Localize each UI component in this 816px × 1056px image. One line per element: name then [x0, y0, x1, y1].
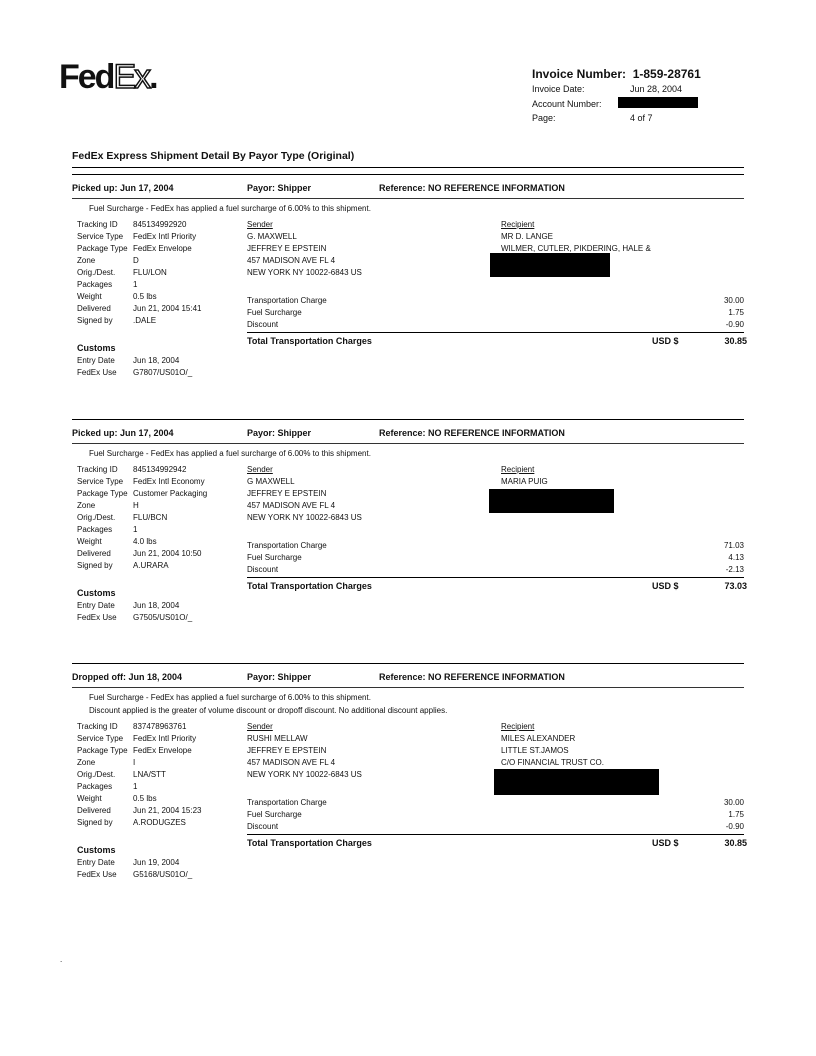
document-title: FedEx Express Shipment Detail By Payor Type (Original)	[72, 150, 355, 162]
total-label: Total Transportation Charges	[247, 581, 372, 591]
logo-dot: .	[149, 58, 157, 96]
weight-label: Weight	[77, 537, 102, 546]
sender-line: 457 MADISON AVE FL 4	[247, 256, 336, 265]
packages-label: Packages	[77, 280, 113, 289]
recipient-heading: Recipient	[501, 220, 535, 229]
transportation-charge-amount: 30.00	[723, 296, 744, 305]
sender-line: NEW YORK NY 10022-6843 US	[247, 268, 362, 277]
entry-date-label: Entry Date	[77, 601, 115, 610]
logo-ex: Ex	[113, 58, 150, 96]
shipment-note: Fuel Surcharge - FedEx has applied a fuel surcharge of 6.00% to this shipment.	[89, 449, 371, 458]
package-type-label: Package Type	[77, 244, 128, 253]
recipient-line: MILES ALEXANDER	[501, 734, 576, 743]
zone-label: Zone	[77, 501, 96, 510]
discount-label: Discount	[247, 320, 279, 329]
sender-line: G MAXWELL	[247, 477, 295, 486]
service-type-value: FedEx Intl Priority	[133, 734, 197, 743]
fedex-use-label: FedEx Use	[77, 870, 117, 879]
total-currency: USD $	[652, 581, 679, 591]
package-type-label: Package Type	[77, 746, 128, 755]
packages-value: 1	[133, 280, 138, 289]
delivered-label: Delivered	[77, 549, 111, 558]
delivered-value: Jun 21, 2004 15:41	[133, 304, 202, 313]
total-currency: USD $	[652, 838, 679, 848]
transportation-charge-amount: 71.03	[723, 541, 744, 550]
service-type-value: FedEx Intl Priority	[133, 232, 197, 241]
recipient-heading: Recipient	[501, 722, 535, 731]
tracking-id-label: Tracking ID	[77, 465, 118, 474]
redacted-recipient-address	[490, 253, 610, 277]
reference: Reference: NO REFERENCE INFORMATION	[379, 428, 565, 438]
fedex-use-value: G7807/US01O/_	[133, 368, 193, 377]
zone-value: D	[133, 256, 139, 265]
transportation-charge-label: Transportation Charge	[247, 296, 327, 305]
weight-value: 0.5 lbs	[133, 292, 157, 301]
orig-dest-label: Orig./Dest.	[77, 513, 116, 522]
recipient-line: MR D. LANGE	[501, 232, 554, 241]
entry-date-label: Entry Date	[77, 858, 115, 867]
delivered-value: Jun 21, 2004 10:50	[133, 549, 202, 558]
signed-by-value: A.URARA	[133, 561, 169, 570]
invoice-date: Jun 28, 2004	[630, 84, 683, 94]
shipment-header: Picked up: Jun 17, 2004	[72, 183, 174, 193]
discount-amount: -0.90	[725, 320, 744, 329]
orig-dest-label: Orig./Dest.	[77, 268, 116, 277]
logo-fed: Fed	[59, 58, 114, 96]
weight-value: 0.5 lbs	[133, 794, 157, 803]
signed-by-label: Signed by	[77, 561, 113, 570]
discount-amount: -2.13	[725, 565, 744, 574]
signed-by-value: .DALE	[133, 316, 157, 325]
customs-heading: Customs	[77, 588, 116, 598]
service-type-label: Service Type	[77, 477, 124, 486]
sender-line: JEFFREY E EPSTEIN	[247, 489, 327, 498]
package-type-label: Package Type	[77, 489, 128, 498]
sender-line: G. MAXWELL	[247, 232, 297, 241]
signed-by-label: Signed by	[77, 818, 113, 827]
page-number: 4 of 7	[630, 113, 653, 123]
tracking-id-label: Tracking ID	[77, 722, 118, 731]
service-type-value: FedEx Intl Economy	[133, 477, 205, 486]
discount-amount: -0.90	[725, 822, 744, 831]
delivered-label: Delivered	[77, 304, 111, 313]
recipient-line: MARIA PUIG	[501, 477, 548, 486]
fuel-surcharge-label: Fuel Surcharge	[247, 308, 302, 317]
transportation-charge-amount: 30.00	[723, 798, 744, 807]
total-rule	[247, 577, 744, 578]
reference: Reference: NO REFERENCE INFORMATION	[379, 672, 565, 682]
fedex-use-value: G5168/US01O/_	[133, 870, 193, 879]
fuel-surcharge-amount: 1.75	[728, 810, 744, 819]
fedex-use-label: FedEx Use	[77, 613, 117, 622]
payor: Payor: Shipper	[247, 428, 312, 438]
entry-date-value: Jun 18, 2004	[133, 356, 180, 365]
sender-line: JEFFREY E EPSTEIN	[247, 746, 327, 755]
fuel-surcharge-label: Fuel Surcharge	[247, 810, 302, 819]
invoice-number-label: Invoice Number:	[532, 67, 627, 81]
fuel-surcharge-label: Fuel Surcharge	[247, 553, 302, 562]
discount-label: Discount	[247, 822, 279, 831]
sender-line: JEFFREY E EPSTEIN	[247, 244, 327, 253]
tracking-id-value: 845134992920	[133, 220, 187, 229]
fedex-use-label: FedEx Use	[77, 368, 117, 377]
sender-line: 457 MADISON AVE FL 4	[247, 758, 336, 767]
zone-label: Zone	[77, 758, 96, 767]
footer-mark: .	[60, 955, 63, 964]
fedex-logo	[59, 58, 157, 96]
shipment-note: Fuel Surcharge - FedEx has applied a fuel surcharge of 6.00% to this shipment.	[89, 204, 371, 213]
package-type-value: FedEx Envelope	[133, 244, 192, 253]
service-type-label: Service Type	[77, 734, 124, 743]
recipient-line: C/O FINANCIAL TRUST CO.	[501, 758, 604, 767]
total-rule	[247, 332, 744, 333]
weight-label: Weight	[77, 794, 102, 803]
payor: Payor: Shipper	[247, 183, 312, 193]
discount-label: Discount	[247, 565, 279, 574]
tracking-id-value: 837478963761	[133, 722, 187, 731]
section-top-rule	[72, 663, 744, 664]
section-top-rule	[72, 174, 744, 175]
sender-line: NEW YORK NY 10022-6843 US	[247, 770, 362, 779]
redacted-recipient-address	[489, 489, 614, 513]
recipient-heading: Recipient	[501, 465, 535, 474]
transportation-charge-label: Transportation Charge	[247, 541, 327, 550]
payor: Payor: Shipper	[247, 672, 312, 682]
reference: Reference: NO REFERENCE INFORMATION	[379, 183, 565, 193]
entry-date-value: Jun 19, 2004	[133, 858, 180, 867]
sender-line: 457 MADISON AVE FL 4	[247, 501, 336, 510]
service-type-label: Service Type	[77, 232, 124, 241]
zone-value: I	[133, 758, 136, 767]
sender-line: NEW YORK NY 10022-6843 US	[247, 513, 362, 522]
orig-dest-value: LNA/STT	[133, 770, 166, 779]
packages-label: Packages	[77, 525, 113, 534]
signed-by-value: A.RODUGZES	[133, 818, 186, 827]
sender-heading: Sender	[247, 465, 273, 474]
total-label: Total Transportation Charges	[247, 838, 372, 848]
total-currency: USD $	[652, 336, 679, 346]
title-rule	[72, 167, 744, 168]
redacted-account-number	[618, 97, 698, 108]
sender-heading: Sender	[247, 220, 273, 229]
fuel-surcharge-amount: 1.75	[728, 308, 744, 317]
package-type-value: FedEx Envelope	[133, 746, 192, 755]
packages-value: 1	[133, 782, 138, 791]
shipment-header: Picked up: Jun 17, 2004	[72, 428, 174, 438]
fuel-surcharge-amount: 4.13	[728, 553, 744, 562]
sender-heading: Sender	[247, 722, 273, 731]
package-type-value: Customer Packaging	[133, 489, 208, 498]
total-amount: 30.85	[724, 336, 747, 346]
shipment-note: Fuel Surcharge - FedEx has applied a fuel surcharge of 6.00% to this shipment.	[89, 693, 371, 702]
orig-dest-value: FLU/LON	[133, 268, 167, 277]
entry-date-value: Jun 18, 2004	[133, 601, 180, 610]
redacted-recipient-address	[494, 769, 659, 795]
delivered-value: Jun 21, 2004 15:23	[133, 806, 202, 815]
customs-heading: Customs	[77, 845, 116, 855]
total-amount: 73.03	[724, 581, 747, 591]
packages-label: Packages	[77, 782, 113, 791]
section-header-rule	[72, 687, 744, 688]
invoice-number: 1-859-28761	[632, 67, 701, 81]
zone-value: H	[133, 501, 139, 510]
shipment-note: Discount applied is the greater of volume discount or dropoff discount. No additional discount applies.	[89, 706, 448, 715]
orig-dest-label: Orig./Dest.	[77, 770, 116, 779]
total-rule	[247, 834, 744, 835]
page-label: Page:	[532, 113, 556, 123]
recipient-line: WILMER, CUTLER, PIKDERING, HALE &	[501, 244, 651, 253]
sender-line: RUSHI MELLAW	[247, 734, 308, 743]
entry-date-label: Entry Date	[77, 356, 115, 365]
total-label: Total Transportation Charges	[247, 336, 372, 346]
signed-by-label: Signed by	[77, 316, 113, 325]
section-header-rule	[72, 198, 744, 199]
account-number-label: Account Number:	[532, 99, 602, 109]
customs-heading: Customs	[77, 343, 116, 353]
tracking-id-value: 845134992942	[133, 465, 187, 474]
tracking-id-label: Tracking ID	[77, 220, 118, 229]
invoice-date-label: Invoice Date:	[532, 84, 585, 94]
zone-label: Zone	[77, 256, 96, 265]
shipment-header: Dropped off: Jun 18, 2004	[72, 672, 183, 682]
delivered-label: Delivered	[77, 806, 111, 815]
orig-dest-value: FLU/BCN	[133, 513, 168, 522]
total-amount: 30.85	[724, 838, 747, 848]
section-header-rule	[72, 443, 744, 444]
invoice-number-line	[532, 67, 701, 81]
recipient-line: LITTLE ST.JAMOS	[501, 746, 569, 755]
section-top-rule	[72, 419, 744, 420]
packages-value: 1	[133, 525, 138, 534]
weight-label: Weight	[77, 292, 102, 301]
transportation-charge-label: Transportation Charge	[247, 798, 327, 807]
weight-value: 4.0 lbs	[133, 537, 157, 546]
fedex-use-value: G7505/US01O/_	[133, 613, 193, 622]
